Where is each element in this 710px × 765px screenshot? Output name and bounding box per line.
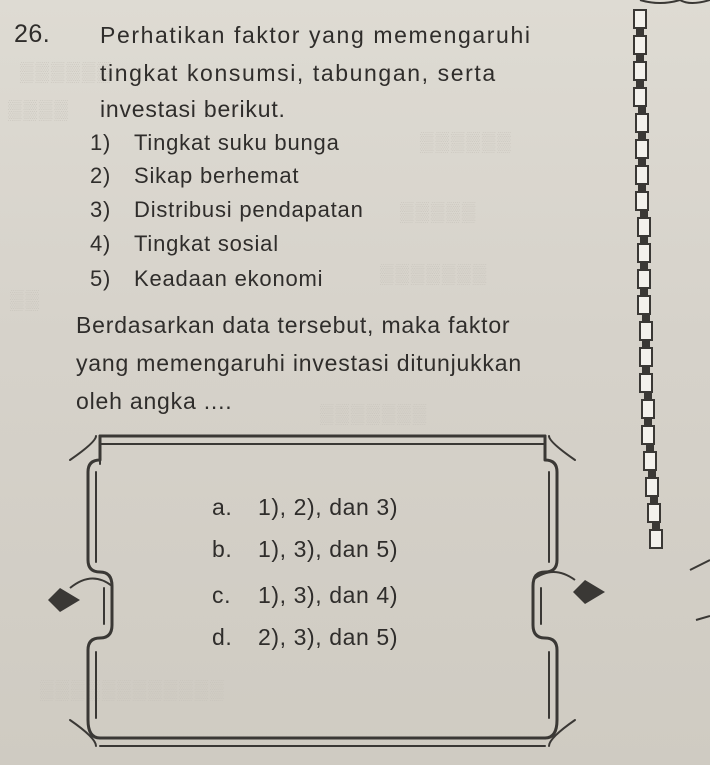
question-number: 26. — [14, 20, 51, 48]
left-ornament-icon — [48, 588, 80, 612]
option-a[interactable] — [212, 494, 398, 521]
factor-item — [90, 163, 299, 189]
question-text-line: Perhatikan faktor yang memengaruhi — [100, 22, 532, 48]
option-letter: d. — [212, 624, 233, 650]
factor-item — [90, 231, 279, 257]
factor-number: 5) — [90, 266, 112, 291]
factor-number: 4) — [90, 231, 112, 256]
factor-text: Tingkat sosial — [134, 231, 279, 256]
bleed-through: ▒▒▒▒▒▒▒ — [380, 264, 489, 285]
factor-item — [90, 197, 364, 223]
bleed-through: ▒▒▒▒▒▒▒▒▒▒▒▒ — [40, 680, 226, 701]
question-text-line: investasi berikut. — [100, 96, 286, 122]
right-ornament-icon — [573, 580, 605, 604]
option-text: 1), 3), dan 5) — [258, 536, 399, 562]
prompt-text-line: oleh angka .... — [76, 388, 233, 414]
factor-item — [90, 266, 323, 292]
factor-item — [90, 130, 340, 156]
option-b[interactable] — [212, 536, 398, 563]
prompt-text-line: Berdasarkan data tersebut, maka faktor — [76, 312, 511, 338]
bleed-through: ▒▒▒▒ — [8, 100, 70, 121]
bleed-through: ▒▒▒▒▒▒ — [20, 62, 113, 83]
bleed-through: ▒▒▒▒▒▒▒ — [320, 404, 429, 425]
option-letter: b. — [212, 536, 233, 562]
bleed-through: ▒▒▒▒▒▒ — [420, 132, 513, 153]
option-text: 1), 2), dan 3) — [258, 494, 399, 520]
option-letter: c. — [212, 582, 232, 608]
option-letter: a. — [212, 494, 233, 520]
bleed-through: ▒▒ — [10, 290, 41, 311]
factor-number: 3) — [90, 197, 112, 222]
question-text-line: tingkat konsumsi, tabungan, serta — [100, 60, 497, 86]
factor-text: Keadaan ekonomi — [134, 266, 324, 291]
factor-text: Sikap berhemat — [134, 163, 300, 188]
prompt-text-line: yang memengaruhi investasi ditunjukkan — [76, 350, 522, 376]
bleed-through: ▒▒▒▒▒ — [400, 202, 478, 223]
factor-text: Tingkat suku bunga — [134, 130, 340, 155]
option-text: 1), 3), dan 4) — [258, 582, 399, 608]
factor-number: 1) — [90, 130, 112, 155]
option-c[interactable] — [212, 582, 398, 609]
option-d[interactable] — [212, 624, 398, 651]
factor-number: 2) — [90, 163, 112, 188]
option-text: 2), 3), dan 5) — [258, 624, 399, 650]
factor-text: Distribusi pendapatan — [134, 197, 364, 222]
